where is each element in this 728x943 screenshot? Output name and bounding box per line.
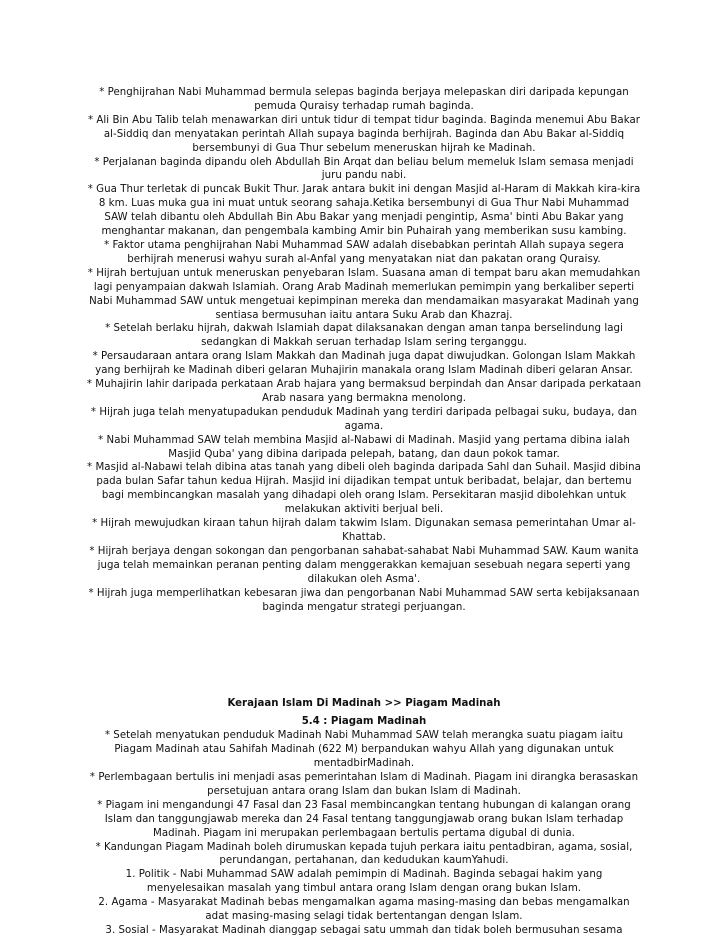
- paragraph: * Hijrah juga memperlihatkan kebesaran jiwa dan pengorbanan Nabi Muhammad SAW serta kebijaksanaan baginda mengatur strategi perjuangan.: [88, 587, 640, 613]
- paragraph: * Kandungan Piagam Madinah boleh dirumuskan kepada tujuh perkara iaitu pentadbiran, agama, sosial, perundangan, pertahanan, dan kedudukan kaumYahudi.: [95, 841, 633, 867]
- paragraph: * Ali Bin Abu Talib telah menawarkan diri untuk tidur di tempat tidur baginda. Baginda menemui Abu Bakar al-Siddiq dan menyatakan perintah Allah supaya baginda berhijrah. Baginda dan Abu Bakar al-Siddiq bersembunyi di Gua Thur sebelum meneruskan hijrah ke Madinah.: [87, 114, 641, 154]
- piagam-madinah-section: [86, 697, 642, 937]
- paragraph: * Perjalanan baginda dipandu oleh Abdullah Bin Arqat dan beliau belum memeluk Islam semasa menjadi juru pandu nabi.: [94, 156, 634, 182]
- paragraph: * Hijrah mewujudkan kiraan tahun hijrah dalam takwim Islam. Digunakan semasa pemerintahan Umar al-Khattab.: [92, 518, 636, 543]
- paragraph: * Hijrah bertujuan untuk meneruskan penyebaran Islam. Suasana aman di tempat baru akan memudahkan lagi penyampaian dakwah Islamiah. Orang Arab Madinah memerlukan pemimpin yang berkaliber seperti Nabi Muhammad SAW untuk mengetuai kepimpinan mereka dan mendamaikan masyarakat Madinah yang sentiasa bermusuhan iaitu antara Suku Arab dan Khazraj.: [87, 267, 641, 321]
- section-title: Kerajaan Islam Di Madinah >> Piagam Madinah: [227, 698, 501, 710]
- paragraph: 3. Sosial - Masyarakat Madinah dianggap sebagai satu ummah dan tidak boleh bermusuhan sesama: [105, 924, 623, 936]
- paragraph: * Muhajirin lahir daripada perkataan Arab hajara yang bermaksud berpindah dan Ansar daripada perkataan Arab nasara yang bermakna menolong.: [86, 379, 642, 404]
- section-subtitle: 5.4 : Piagam Madinah: [301, 716, 427, 728]
- paragraph: * Setelah menyatukan penduduk Madinah Nabi Muhammad SAW telah merangka suatu piagam iaitu Piagam Madinah atau Sahifah Madinah (622 M) berpandukan wahyu Allah yang digunakan untuk mentadbirMadinah.: [104, 730, 624, 770]
- paragraph: * Piagam ini mengandungi 47 Fasal dan 23 Fasal membincangkan tentang hubungan di kalangan orang Islam dan tanggungjawab mereka dan 24 Fasal tentang tanggungjawab orang bukan Islam terhadap Madinah. Piagam ini merupakan perlembagaan bertulis pertama digubal di dunia.: [97, 799, 631, 839]
- paragraph: * Perlembagaan bertulis ini menjadi asas pemerintahan Islam di Madinah. Piagam ini dirangka berasaskan persetujuan antara orang Islam dan bukan Islam di Madinah.: [89, 771, 639, 797]
- paragraph: * Hijrah juga telah menyatupadukan penduduk Madinah yang terdiri daripada pelbagai suku, budaya, dan agama.: [90, 406, 638, 432]
- paragraph: * Persaudaraan antara orang Islam Makkah dan Madinah juga dapat diwujudkan. Golongan Islam Makkah yang berhijrah ke Madinah diberi gelaran Muhajirin manakala orang Islam Madinah diberi gelaran Ansar.: [92, 351, 636, 377]
- paragraph: * Masjid al-Nabawi telah dibina atas tanah yang dibeli oleh baginda daripada Sahl dan Suhail. Masjid dibina pada bulan Safar tahun kedua Hijrah. Masjid ini dijadikan tempat untuk beribadat, belajar, dan bertemu bagi membincangkan masalah yang dihadapi oleh orang Islam. Persekitaran masjid dibolehkan untuk melakukan aktiviti berjual beli.: [87, 462, 641, 516]
- hijrah-section: [86, 86, 642, 614]
- document-page: [86, 86, 642, 938]
- paragraph: 2. Agama - Masyarakat Madinah bebas mengamalkan agama masing-masing dan bebas mengamalkan adat masing-masing selagi tidak bertentangan dengan Islam.: [98, 897, 630, 923]
- section-spacer: [86, 614, 642, 697]
- paragraph: * Setelah berlaku hijrah, dakwah Islamiah dapat dilaksanakan dengan aman tanpa berselindung lagi sedangkan di Makkah seruan terhadap Islam sering terganggu.: [105, 323, 623, 349]
- paragraph: * Hijrah berjaya dengan sokongan dan pengorbanan sahabat-sahabat Nabi Muhammad SAW. Kaum wanita juga telah memainkan peranan penting dalam menggerakkan kemajuan sesebuah negara seperti yang dilakukan oleh Asma'.: [89, 545, 639, 585]
- paragraph: * Faktor utama penghijrahan Nabi Muhammad SAW adalah disebabkan perintah Allah supaya segera berhijrah menerusi wahyu surah al-Anfal yang menyatakan niat dan pakatan orang Quraisy.: [104, 239, 624, 265]
- paragraph: * Gua Thur terletak di puncak Bukit Thur. Jarak antara bukit ini dengan Masjid al-Haram di Makkah kira-kira 8 km. Luas muka gua ini muat untuk seorang sahaja.Ketika bersembunyi di Gua Thur Nabi Muhammad SAW telah dibantu oleh Abdullah Bin Abu Bakar yang menjadi pengintip, Asma' binti Abu Bakar yang menghantar makanan, dan pengembala kambing Amir bin Puhairah yang memberikan susu kambing.: [87, 184, 641, 238]
- paragraph: * Nabi Muhammad SAW telah membina Masjid al-Nabawi di Madinah. Masjid yang pertama dibina ialah Masjid Quba' yang dibina daripada pelepah, batang, dan daun pokok tamar.: [98, 434, 630, 460]
- paragraph: * Penghijrahan Nabi Muhammad bermula selepas baginda berjaya melepaskan diri daripada kepungan pemuda Quraisy terhadap rumah baginda.: [99, 87, 629, 112]
- paragraph: 1. Politik - Nabi Muhammad SAW adalah pemimpin di Madinah. Baginda sebagai hakim yang menyelesaikan masalah yang timbul antara orang Islam dengan orang bukan Islam.: [125, 869, 603, 895]
